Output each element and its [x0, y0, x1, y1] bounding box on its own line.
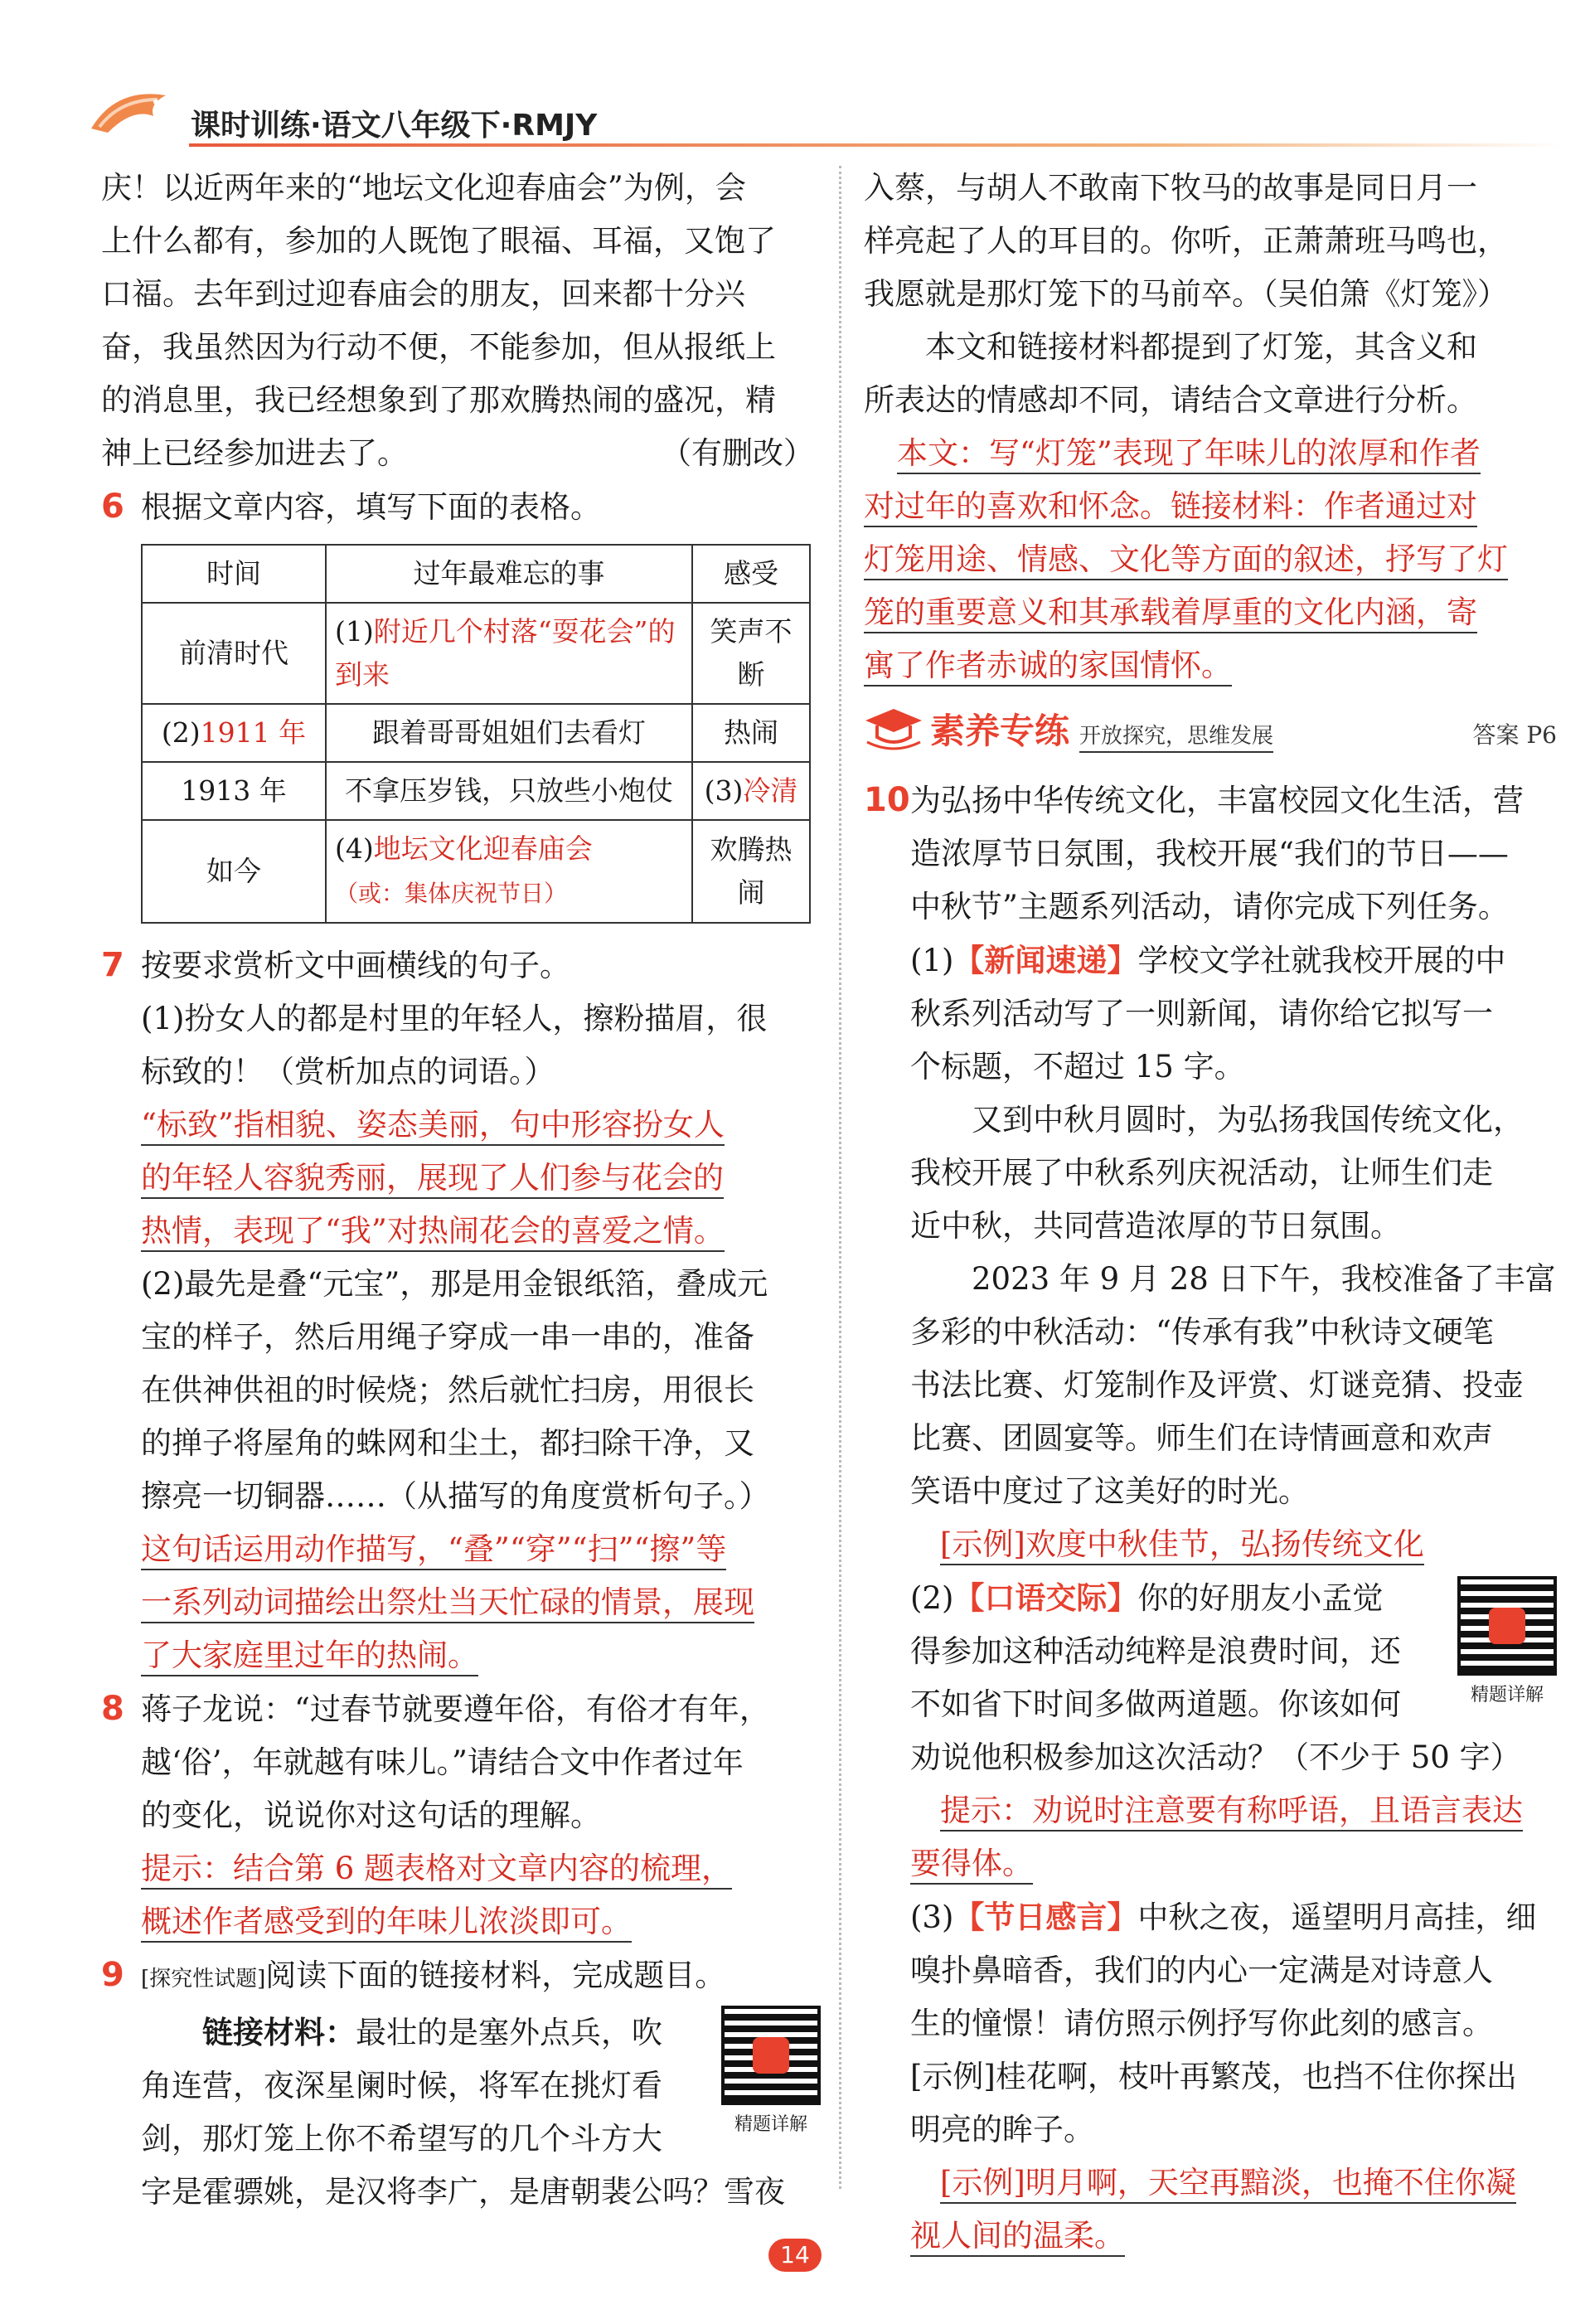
task-line: 得参加这种活动纯粹是浪费时间，还 — [910, 1633, 1401, 1669]
task-tag: 【节日感言】 — [953, 1899, 1138, 1935]
task-text: 学校文学社就我校开展的中 — [1137, 943, 1506, 978]
question-line: 的变化，说说你对这句话的理解。 — [141, 1798, 601, 1833]
material-line: 样亮起了人的耳目的。你听，正萧萧班马鸣也， — [864, 223, 1508, 259]
news-line: 多彩的中秋活动：“传承有我”中秋诗文硬笔 — [910, 1314, 1494, 1350]
task-3: (3)【节日感言】中秋之夜，遥望明月高挂，细 — [910, 1899, 1537, 1935]
question-10 — [864, 774, 1557, 2263]
cell-feel: 热闹 — [692, 704, 810, 762]
answer-text: 热情，表现了“我”对热闹花会的喜爱之情。 — [141, 1213, 725, 1252]
question-number: 6 — [101, 488, 124, 526]
material-line: 入蔡，与胡人不敢南下牧马的故事是同日月一 — [864, 170, 1477, 206]
header-title: 课时训练·语文八年级下·RMJY — [191, 109, 598, 143]
table-header-row — [142, 545, 810, 603]
material-line — [141, 2006, 713, 2060]
task-line: (2)【口语交际】你的好朋友小孟觉 — [910, 1579, 1384, 1616]
answer-text: 概述作者感受到的年味儿浓淡即可。 — [141, 1904, 632, 1943]
section-title: 素养专练 — [930, 711, 1070, 751]
answer-line — [141, 1576, 814, 1629]
section-header — [864, 704, 1557, 762]
table-row — [142, 820, 810, 923]
qr-code-block[interactable] — [721, 2006, 821, 2136]
sub-question-line: (1)扮女人的都是村里的年轻人，擦粉描眉，很 — [141, 1001, 768, 1036]
task-1: (1)【新闻速递】学校文学社就我校开展的中 — [910, 942, 1506, 978]
question-6 — [101, 480, 814, 534]
cell-time: 前清时代 — [142, 603, 326, 704]
question-line: 造浓厚节日氛围，我校开展“我们的节日—— — [910, 836, 1509, 871]
intro-line: 上什么都有，参加的人既饱了眼福、耳福，又饱了 — [101, 223, 776, 259]
q6-table — [141, 544, 811, 924]
answer-line — [864, 639, 1557, 692]
cell-feel: 笑声不断 — [692, 603, 810, 704]
answer-line — [141, 1205, 814, 1258]
page-number: 14 — [768, 2239, 822, 2272]
sub-question-line: 擦亮一切铜器……（从描写的角度赏析句子。） — [141, 1478, 770, 1514]
task-line: 不如省下时间多做两道题。你该如何 — [910, 1686, 1401, 1722]
question-number: 10 — [864, 781, 910, 819]
answer-line — [141, 1152, 814, 1205]
table-row — [142, 603, 810, 704]
task-line: 生的憧憬！请仿照示例抒写你此刻的感言。 — [910, 2006, 1493, 2041]
answer-line — [141, 1895, 814, 1948]
answer-line — [864, 427, 1557, 480]
sub-question-line: (2)最先是叠“元宝”，那是用金银纸箔，叠成元 — [141, 1266, 768, 1302]
answer-text: 笼的重要意义和其承载着厚重的文化内涵，寄 — [864, 594, 1477, 633]
answer-line — [910, 2210, 1557, 2263]
question-line: 本文和链接材料都提到了灯笼，其含义和 — [925, 329, 1477, 365]
material-line: 剑，那灯笼上你不希望写的几个斗方大 — [141, 2121, 662, 2157]
cell-event — [326, 820, 692, 923]
answer-text: 1911 年 — [200, 716, 307, 749]
qr-label: 精题详解 — [1470, 1685, 1544, 1705]
question-tag: [探究性试题] — [141, 1967, 266, 1992]
task-line: 秋系列活动写了一则新闻，请你给它拟写一 — [910, 996, 1493, 1031]
page-header — [83, 79, 1509, 153]
cell-event: 不拿压岁钱，只放些小炮仗 — [326, 762, 692, 820]
question-line: 所表达的情感却不同，请结合文章进行分析。 — [864, 382, 1477, 418]
question-text: 为弘扬中华传统文化，丰富校园文化生活，营 — [910, 783, 1524, 818]
answer-text: 了大家庭里过年的热闹。 — [141, 1637, 478, 1676]
question-number: 8 — [101, 1690, 124, 1728]
material-label: 链接材料： — [202, 2014, 356, 2050]
answer-text: [示例]明月啊，天空再黯淡，也掩不住你凝 — [940, 2165, 1516, 2204]
answer-text: “标致”指相貌、姿态美丽，句中形容扮女人 — [141, 1107, 725, 1146]
answer-text: 灯笼用途、情感、文化等方面的叙述，抒写了灯 — [864, 541, 1508, 580]
blank-index: (3) — [704, 774, 744, 807]
answer-line — [864, 480, 1557, 533]
question-text: 蒋子龙说：“过春节就要遵年俗，有俗才有年， — [141, 1691, 770, 1727]
cell-event — [326, 603, 692, 704]
cell-time — [142, 704, 326, 762]
cell-event: 跟着哥哥姐姐们去看灯 — [326, 704, 692, 762]
table-header: 感受 — [692, 545, 810, 603]
answer-line — [141, 1099, 814, 1152]
blank-index: (1) — [335, 615, 374, 648]
graduation-cap-icon — [864, 704, 923, 754]
task-line: 劝说他积极参加这次活动？（不少于 50 字） — [910, 1739, 1521, 1775]
sub-question-line: 的掸子将屋角的蛛网和尘土，都扫除干净，又 — [141, 1425, 754, 1461]
answer-text: 冷清 — [743, 774, 798, 807]
news-line: 我校开展了中秋系列庆祝活动，让师生们走 — [910, 1155, 1493, 1191]
sub-question-line: 标致的！（赏析加点的词语。） — [141, 1054, 555, 1089]
answer-text: 寓了作者赤诚的家国情怀。 — [864, 648, 1232, 687]
news-line: 比赛、团圆宴等。师生们在诗情画意和欢声 — [910, 1420, 1493, 1456]
task-tag: 【新闻速递】 — [953, 942, 1138, 978]
qr-code-icon[interactable] — [1457, 1576, 1557, 1676]
cell-time: 1913 年 — [142, 762, 326, 820]
task-line: 个标题，不超过 15 字。 — [910, 1049, 1245, 1084]
answer-text: 提示：劝说时注意要有称呼语，且语言表达 — [940, 1793, 1523, 1832]
task-line: 嗅扑鼻暗香，我们的内心一定满是对诗意人 — [910, 1953, 1493, 1988]
question-text: 按要求赏析文中画横线的句子。 — [141, 948, 570, 983]
material-line: 我愿就是那灯笼下的马前卒。（吴伯箫《灯笼》） — [864, 276, 1508, 312]
sub-question-line: 在供神供祖的时候烧；然后就忙扫房，用很长 — [141, 1372, 754, 1408]
news-line: 笑语中度过了这美好的时光。 — [910, 1473, 1309, 1509]
answer-text: 提示：结合第 6 题表格对文章内容的梳理， — [141, 1851, 732, 1890]
task-tag: 【口语交际】 — [953, 1579, 1138, 1616]
table-row — [142, 704, 810, 762]
play-icon — [753, 2037, 789, 2074]
question-line: 越‘俗’，年就越有味儿。”请结合文中作者过年 — [141, 1744, 744, 1780]
answer-text: 一系列动词描绘出祭灶当天忙碌的情景，展现 — [141, 1584, 754, 1623]
blank-index: (4) — [335, 832, 374, 865]
question-text: 根据文章内容，填写下面的表格。 — [141, 489, 601, 525]
qr-code-icon[interactable] — [721, 2006, 821, 2105]
answer-text: 要得体。 — [910, 1846, 1033, 1885]
cell-feel: 欢腾热闹 — [692, 820, 810, 923]
answer-text: 本文：写“灯笼”表现了年味儿的浓厚和作者 — [897, 435, 1481, 474]
intro-line: 的消息里，我已经想象到了那欢腾热闹的盛况，精 — [101, 382, 776, 418]
answer-reference: 答案 P6 — [1472, 721, 1557, 749]
table-row — [142, 762, 810, 820]
material-text: 最壮的是塞外点兵，吹 — [356, 2015, 662, 2050]
answer-text: [示例]欢度中秋佳节，弘扬传统文化 — [940, 1526, 1424, 1565]
news-line: 2023 年 9 月 28 日下午，我校准备了丰富 — [972, 1261, 1556, 1297]
example-line: [示例]桂花啊，枝叶再繁茂，也挡不住你探出 — [910, 2059, 1517, 2094]
answer-line — [910, 1837, 1557, 1890]
table-header: 过年最难忘的事 — [326, 545, 692, 603]
news-line: 又到中秋月圆时，为弘扬我国传统文化， — [972, 1102, 1524, 1138]
answer-text: 的年轻人容貌秀丽，展现了人们参与花会的 — [141, 1160, 724, 1199]
play-icon — [1489, 1608, 1525, 1644]
table-header: 时间 — [142, 545, 326, 603]
left-column — [101, 162, 814, 2219]
intro-line: 神上已经参加进去了。 — [101, 435, 408, 471]
dolphin-logo-icon — [83, 79, 182, 145]
intro-line: 奋，我虽然因为行动不便，不能参加，但从报纸上 — [101, 329, 776, 365]
link-material — [141, 2006, 814, 2219]
right-column — [864, 162, 1557, 2263]
material-line: 角连营，夜深星阑时候，将军在挑灯看 — [141, 2068, 662, 2103]
answer-line — [141, 1629, 814, 1682]
qr-label: 精题详解 — [734, 2114, 807, 2135]
section-subtitle: 开放探究，思维发展 — [1079, 719, 1273, 753]
qr-code-block[interactable] — [1457, 1576, 1557, 1706]
answer-line — [864, 533, 1557, 586]
question-text: 阅读下面的链接材料，完成题目。 — [265, 1958, 726, 1993]
question-line: 中秋节”主题系列活动，请你完成下列任务。 — [910, 889, 1509, 924]
answer-text: 地坛文化迎春庙会 — [373, 832, 593, 865]
intro-line: 口福。去年到过迎春庙会的朋友，回来都十分兴 — [101, 276, 745, 312]
question-7 — [101, 939, 814, 1682]
intro-passage — [101, 162, 814, 480]
answer-text: 这句话运用动作描写，“叠”“穿”“扫”“擦”等 — [141, 1531, 726, 1570]
answer-line — [141, 1842, 814, 1895]
blank-index: (2) — [161, 716, 201, 749]
question-9 — [101, 1948, 814, 2219]
question-number: 9 — [101, 1956, 124, 1994]
intro-line: 庆！以近两年来的“地坛文化迎春庙会”为例，会 — [101, 170, 746, 206]
answer-line — [864, 586, 1557, 639]
intro-last-line — [101, 427, 814, 480]
answer-line — [910, 2157, 1557, 2210]
column-divider — [839, 166, 841, 2189]
task-2 — [910, 1571, 1557, 1784]
material-line: 字是霍骠姚，是汉将李广，是唐朝裴公吗？雪夜 — [141, 2174, 785, 2210]
answer-line — [910, 1518, 1557, 1571]
question-number: 7 — [101, 946, 124, 984]
example-line: 明亮的眸子。 — [910, 2112, 1094, 2147]
cell-time: 如今 — [142, 820, 326, 923]
source-note: （有删改） — [661, 435, 814, 471]
answer-text: 对过年的喜欢和怀念。链接材料：作者通过对 — [864, 488, 1477, 527]
question-8 — [101, 1682, 814, 1948]
cell-feel — [692, 762, 810, 820]
answer-line — [910, 1784, 1557, 1837]
news-line: 近中秋，共同营造浓厚的节日氛围。 — [910, 1208, 1401, 1244]
answer-text: 附近几个村落“耍花会”的到来 — [335, 615, 676, 691]
task-text: 中秋之夜，遥望明月高挂，细 — [1137, 1899, 1537, 1935]
header-rule — [189, 143, 1565, 147]
answer-line — [141, 1523, 814, 1576]
answer-note: （或：集体庆祝节日） — [335, 880, 568, 907]
task-text: 你的好朋友小孟觉 — [1137, 1580, 1384, 1616]
news-line: 书法比赛、灯笼制作及评赏、灯谜竞猜、投壶 — [910, 1367, 1524, 1403]
answer-text: 视人间的温柔。 — [910, 2218, 1125, 2257]
sub-question-line: 宝的样子，然后用绳子穿成一串一串的，准备 — [141, 1319, 754, 1355]
